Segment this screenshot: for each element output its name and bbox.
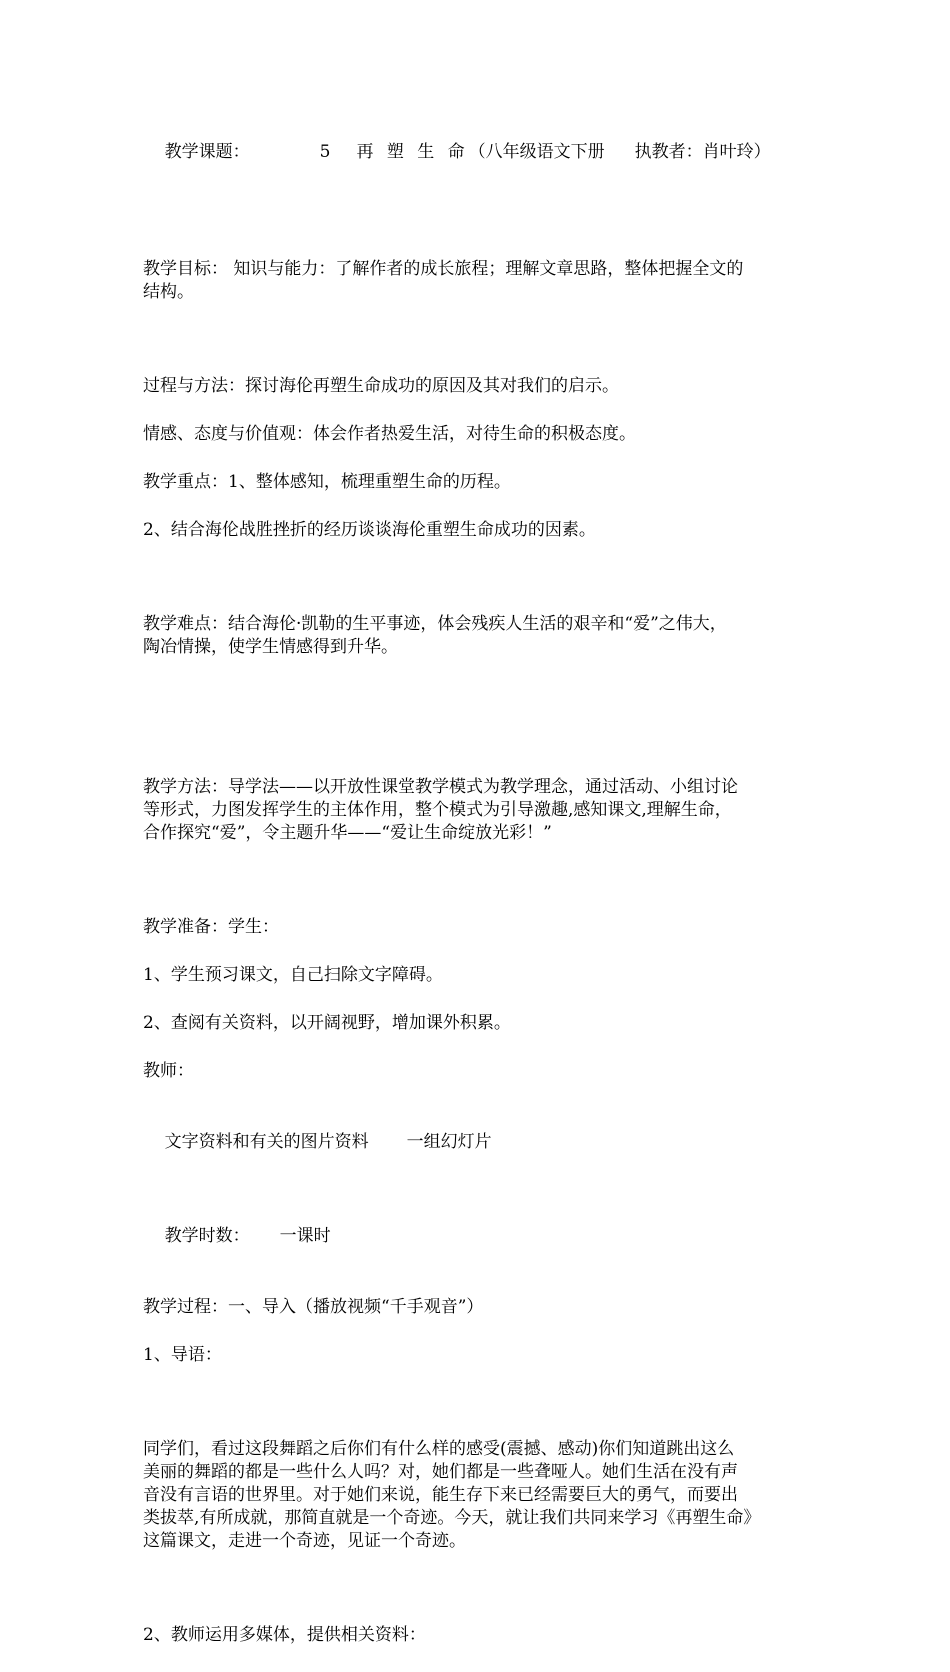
difficulty-line: 陶冶情操，使学生情感得到升华。 [143, 637, 398, 657]
teacher-materials-text: 文字资料和有关的图片资料 [164, 1132, 369, 1152]
teaching-hours [143, 1202, 813, 1271]
lesson-title-line [143, 118, 813, 187]
lesson-book: （八年级语文下册 [468, 142, 605, 162]
teaching-process: 教学过程：一、导入（播放视频“千手观音”） [143, 1297, 484, 1317]
teaching-goals-line: 教学目标： 知识与能力：了解作者的成长旅程；理解文章思路，整体把握全文的 [143, 259, 744, 279]
prep-item-1: 1、学生预习课文，自己扫除文字障碍。 [143, 965, 443, 985]
intro-line: 同学们，看过这段舞蹈之后你们有什么样的感受(震撼、感动)你们知道跳出这么 [143, 1439, 735, 1459]
teacher-label: 教师： [143, 1061, 194, 1081]
prep-student: 教学准备：学生： [143, 917, 279, 937]
teaching-hours-value: 一课时 [279, 1226, 331, 1246]
prep-item-2: 2、查阅有关资料，以开阔视野，增加课外积累。 [143, 1013, 511, 1033]
teacher-materials-slides: 一组幻灯片 [406, 1132, 492, 1152]
key-point-2: 2、结合海伦战胜挫折的经历谈谈海伦重塑生命成功的因素。 [143, 520, 596, 540]
teaching-method [143, 730, 813, 891]
lesson-number: 5 [319, 142, 331, 162]
intro-line: 类拔萃,有所成就，那简直就是一个奇迹。今天，就让我们共同来学习《再塑生命》 [143, 1508, 761, 1528]
lesson-teacher: 执教者：肖叶玲） [634, 142, 771, 162]
teacher-materials [143, 1108, 813, 1177]
media-item: 2、教师运用多媒体，提供相关资料： [143, 1625, 426, 1645]
process-method: 过程与方法：探讨海伦再塑生命成功的原因及其对我们的启示。 [143, 376, 619, 396]
lesson-name: 再 塑 生 命 [356, 142, 469, 162]
emotion-attitude: 情感、态度与价值观：体会作者热爱生活，对待生命的积极态度。 [143, 424, 636, 444]
teaching-hours-label: 教学时数： [164, 1226, 250, 1246]
difficulty-line: 教学难点：结合海伦·凯勒的生平事迹，体会残疾人生活的艰辛和“爱”之伟大， [143, 614, 727, 634]
intro-label: 1、导语： [143, 1345, 222, 1365]
key-point-1: 教学重点：1、整体感知，梳理重塑生命的历程。 [143, 472, 511, 492]
method-line: 合作探究“爱”，令主题升华——“爱让生命绽放光彩！” [143, 823, 552, 843]
teaching-goals [143, 212, 813, 350]
teaching-difficulty [143, 567, 813, 705]
intro-line: 音没有言语的世界里。对于她们来说，能生存下来已经需要巨大的勇气，而要出 [143, 1485, 738, 1505]
lesson-title-label: 教学课题： [164, 142, 250, 162]
intro-text [143, 1392, 813, 1599]
intro-line: 美丽的舞蹈的都是一些什么人吗？对，她们都是一些聋哑人。她们生活在没有声 [143, 1462, 738, 1482]
method-line: 教学方法：导学法——以开放性课堂教学模式为教学理念，通过活动、小组讨论 [143, 777, 738, 797]
method-line: 等形式，力图发挥学生的主体作用，整个模式为引导激趣,感知课文,理解生命， [143, 800, 732, 820]
teaching-goals-line: 结构。 [143, 282, 194, 302]
document-body [143, 118, 813, 1672]
intro-line: 这篇课文，走进一个奇迹，见证一个奇迹。 [143, 1531, 466, 1551]
